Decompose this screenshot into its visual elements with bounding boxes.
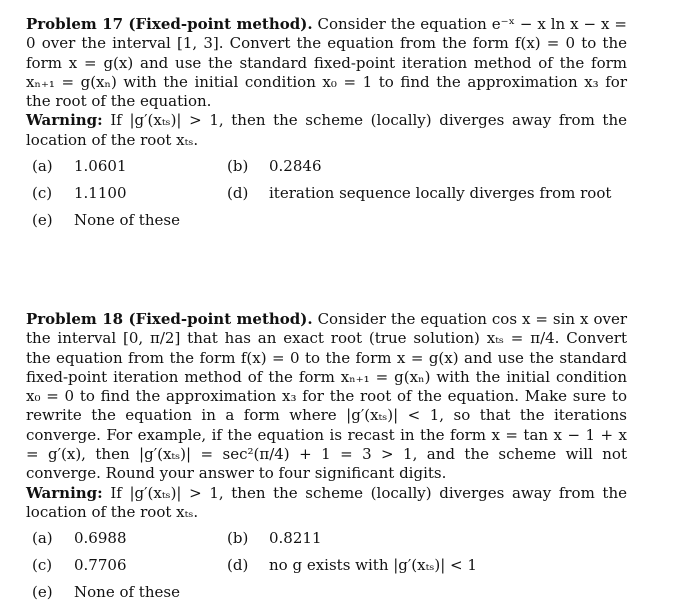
problem-17-heading: Problem 17 (Fixed-point method). xyxy=(26,15,313,33)
option-label: (b) xyxy=(227,157,249,176)
problem-18-warning-label: Warning: xyxy=(26,483,103,502)
option-label: (a) xyxy=(32,157,53,176)
problem-17-body: Consider the equation e⁻ˣ − x ln x − x = 0 over the interval [1, 3]. Convert the equation from the form f(x) = 0 to the form x = g(x) and use the standard fixed-point iteration method of the form xₙ₊₁ = g(xₙ) with the initial condition x₀ = 1 to find the approximation x₃ for the root of the equation. xyxy=(26,15,627,111)
problem-17-option-e[interactable] xyxy=(32,211,180,230)
option-text: None of these xyxy=(74,583,180,602)
option-label: (c) xyxy=(32,556,53,575)
problem-18-heading: Problem 18 (Fixed-point method). xyxy=(26,310,313,328)
problem-18-statement xyxy=(26,310,627,484)
option-text: 1.1100 xyxy=(74,184,127,203)
option-label: (a) xyxy=(32,529,53,548)
problem-17-statement xyxy=(26,15,627,111)
option-label: (d) xyxy=(227,184,249,203)
problem-18-option-a[interactable] xyxy=(32,529,127,548)
problem-18-option-b[interactable] xyxy=(227,529,322,548)
option-text: 0.6988 xyxy=(74,529,127,548)
option-text: no g exists with |g′(xₜₛ)| < 1 xyxy=(269,556,477,575)
problem-17-option-d[interactable] xyxy=(227,184,611,203)
problem-17-options xyxy=(26,157,627,237)
option-label: (e) xyxy=(32,583,53,602)
problem-17-warning xyxy=(26,111,627,150)
problem-17-option-b[interactable] xyxy=(227,157,322,176)
option-label: (d) xyxy=(227,556,249,575)
option-text: 0.7706 xyxy=(74,556,127,575)
problem-18-option-d[interactable] xyxy=(227,556,477,575)
option-label: (e) xyxy=(32,211,53,230)
problem-17-warning-label: Warning: xyxy=(26,111,103,130)
problem-18-option-c[interactable] xyxy=(32,556,127,575)
problem-18-options xyxy=(26,529,627,609)
option-text: 0.8211 xyxy=(269,529,322,548)
option-text: None of these xyxy=(74,211,180,230)
problem-17-option-a[interactable] xyxy=(32,157,127,176)
problem-17-warning-text: If |g′(xₜₛ)| > 1, then the scheme (locally) diverges away from the location of the root xₜₛ. xyxy=(26,111,627,149)
problem-18-warning xyxy=(26,484,627,523)
option-text: 1.0601 xyxy=(74,157,127,176)
problem-17-option-c[interactable] xyxy=(32,184,127,203)
option-text: 0.2846 xyxy=(269,157,322,176)
problem-18-option-e[interactable] xyxy=(32,583,180,602)
option-text: iteration sequence locally diverges from root xyxy=(269,184,612,203)
problem-18-body: Consider the equation cos x = sin x over the interval [0, π/2] that has an exact root (true solution) xₜₛ = π/4. Convert the equation from the form f(x) = 0 to the form x = g(x) and use the standard fixed-point iteration method of the form xₙ₊₁ = g(xₙ) with the initial condition x₀ = 0 to find the approximation x₃ for the root of the equation. Make sure to rewrite the equation in a form where |g′(xₜₛ)| < 1, so that the iterations converge. For example, if the equation is recast in the form x = tan x − 1 + x = g′(x), then |g′(xₜₛ)| = sec²(π/4) + 1 = 3 > 1, and the scheme will not converge. Round your answer to four significant digits. xyxy=(26,310,627,483)
option-label: (c) xyxy=(32,184,53,203)
problem-18 xyxy=(26,310,627,609)
option-label: (b) xyxy=(227,529,249,548)
problem-17 xyxy=(26,15,627,237)
problem-18-warning-text: If |g′(xₜₛ)| > 1, then the scheme (locally) diverges away from the location of the root xₜₛ. xyxy=(26,483,627,521)
